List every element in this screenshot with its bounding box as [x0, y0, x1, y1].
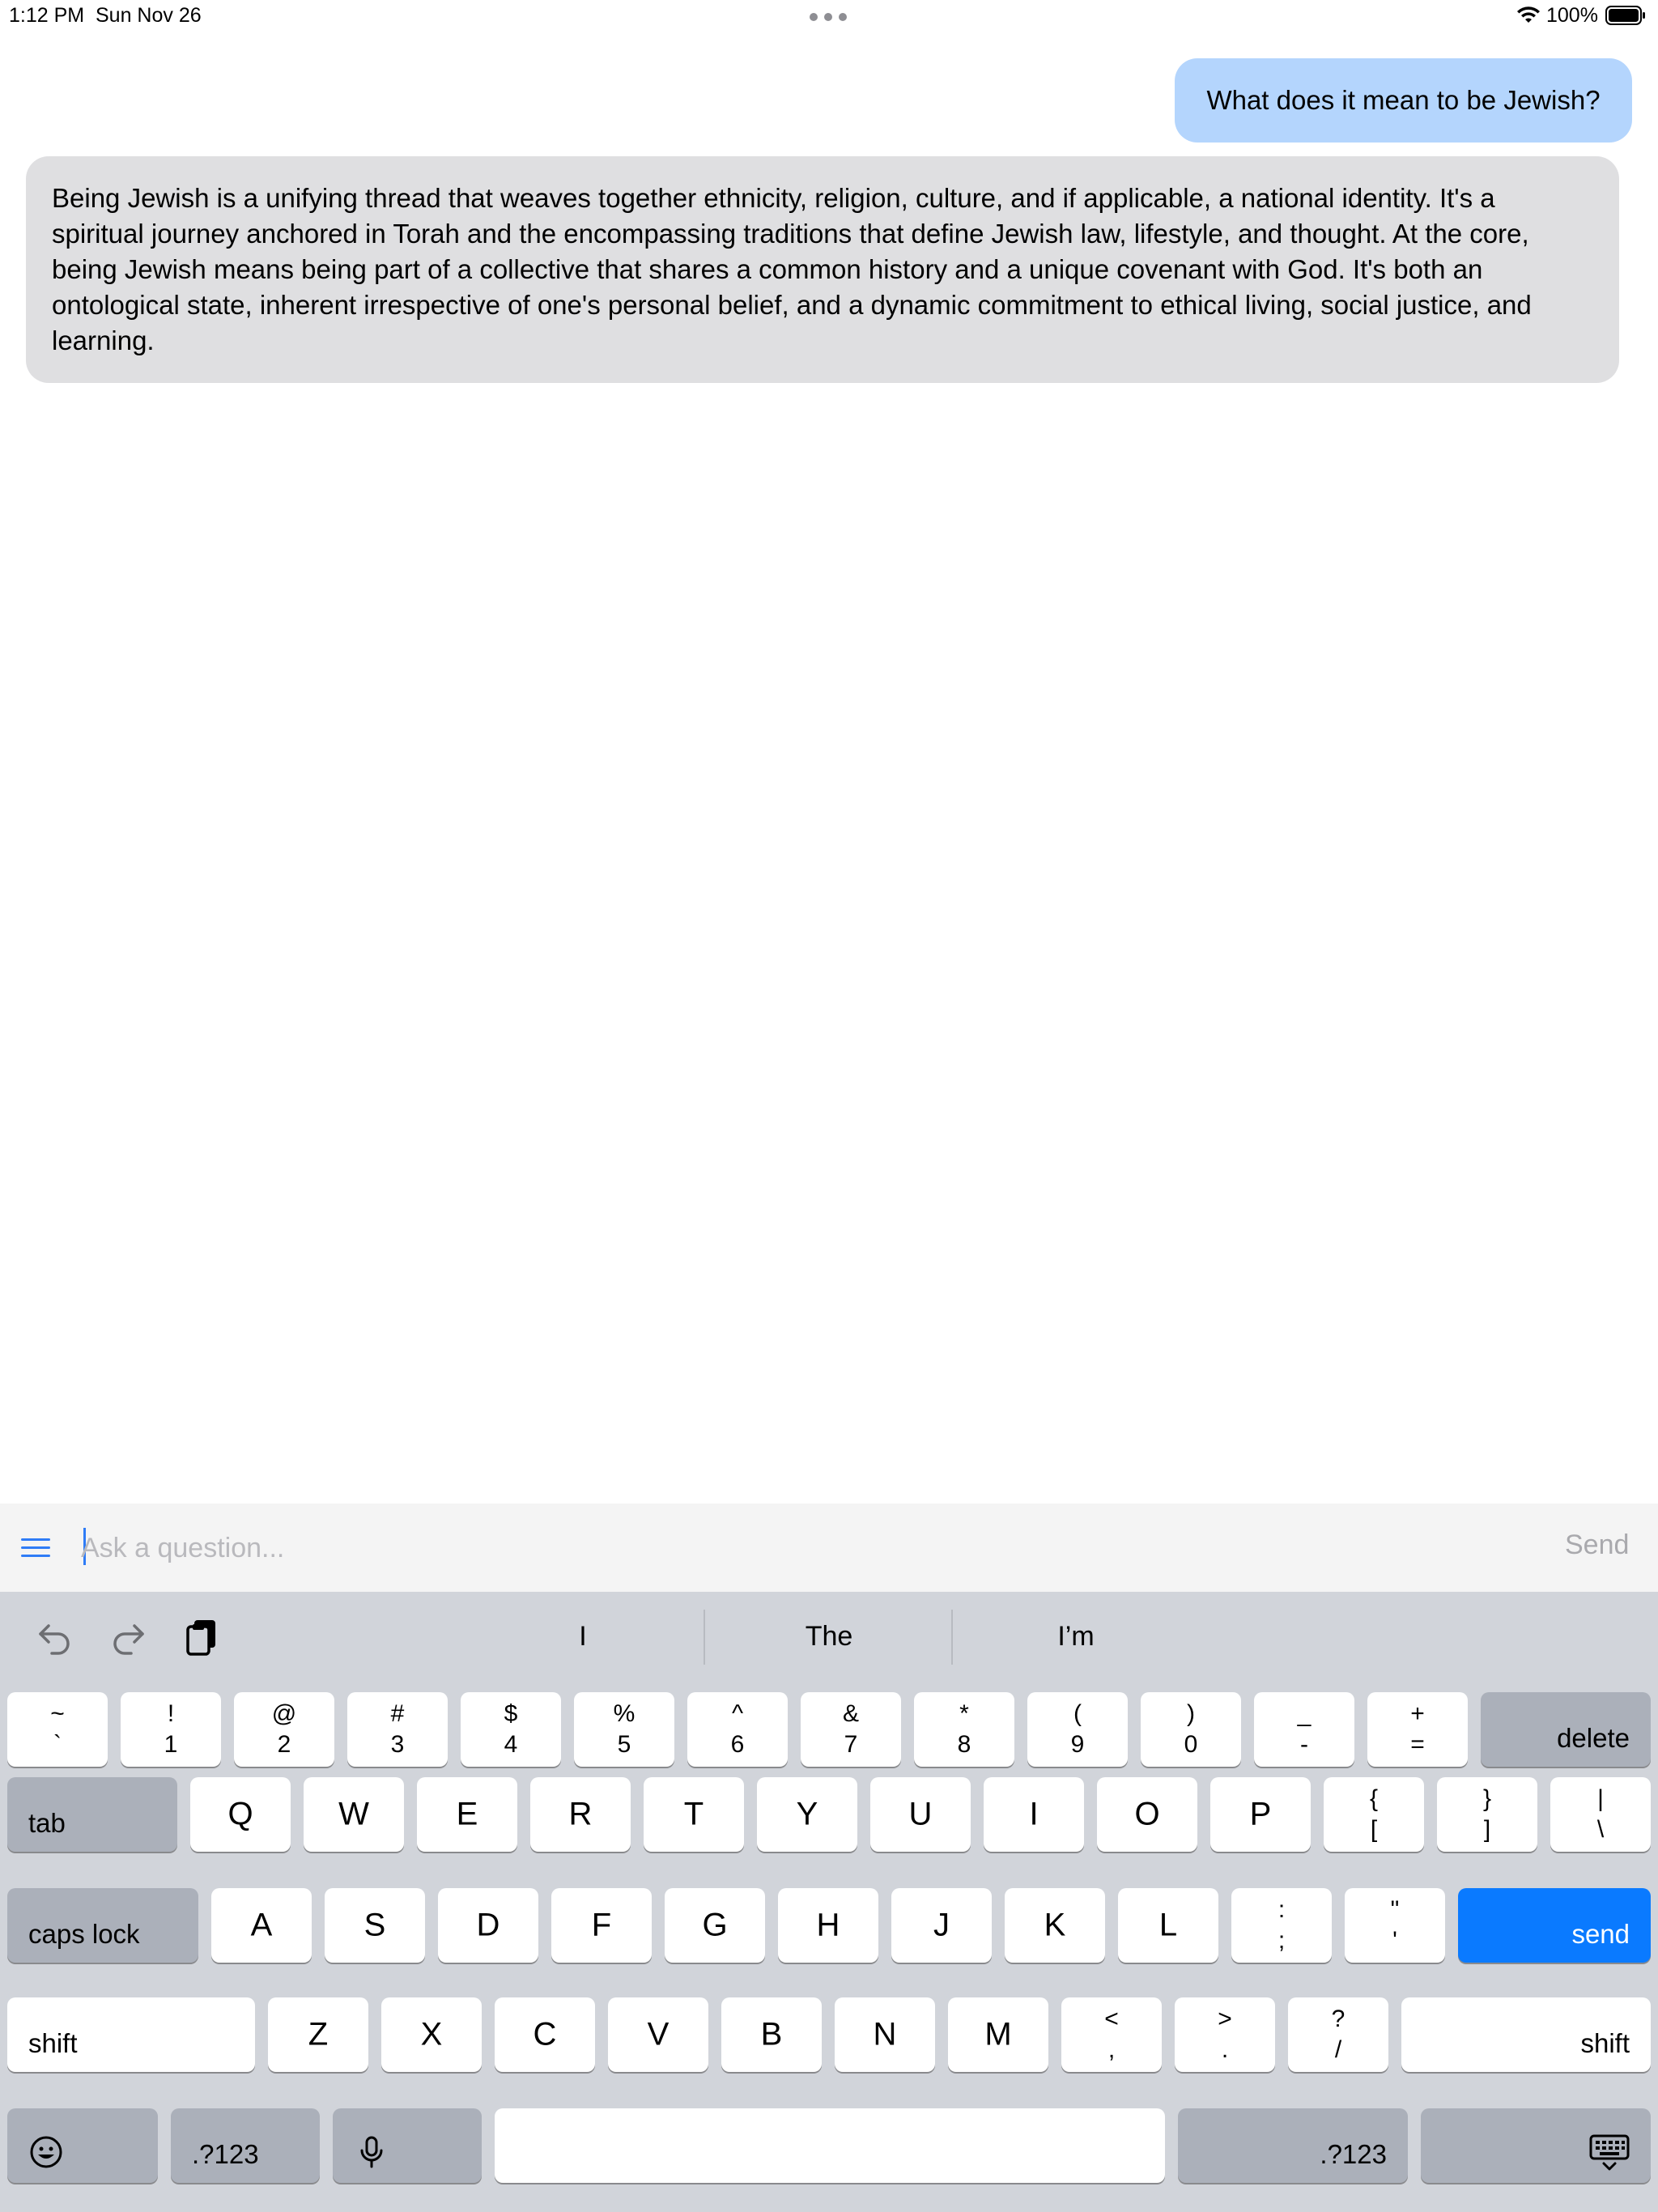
shift-right-key[interactable]: shift [1401, 1997, 1651, 2072]
key-d[interactable]: D [438, 1888, 538, 1963]
key-comma[interactable]: < , [1061, 1997, 1162, 2072]
key-minus[interactable]: _ - [1254, 1692, 1354, 1767]
key-m[interactable]: M [948, 1997, 1048, 2072]
key-1[interactable]: ! 1 [121, 1692, 221, 1767]
key-0[interactable]: ) 0 [1141, 1692, 1241, 1767]
key-l[interactable]: L [1118, 1888, 1218, 1963]
user-message-bubble [1175, 58, 1632, 143]
key-2[interactable]: @ 2 [234, 1692, 334, 1767]
assistant-message-bubble [26, 156, 1619, 383]
send-button[interactable]: Send [1565, 1529, 1630, 1560]
key-3[interactable]: # 3 [347, 1692, 448, 1767]
key-backtick[interactable]: ~ ` [7, 1692, 108, 1767]
key-q[interactable]: Q [190, 1777, 291, 1852]
status-date: Sun Nov 26 [96, 4, 202, 27]
key-6[interactable]: ^ 6 [687, 1692, 788, 1767]
assistant-message-text: Being Jewish is a unifying thread that weaves together ethnicity, religion, culture, and if applicable, a national identity. It's a spiritual journey anchored in Torah and the encompassing traditions that define Jewish law, lifestyle, and thought. At the core, being Jewish means being part of a collective that shares a common history and a unique covenant with God. It's both an ontological state, inherent irrespective of one's personal belief, and a dynamic commitment to ethical living, social justice, and learning. [52, 183, 1532, 355]
key-7[interactable]: & 7 [801, 1692, 901, 1767]
suggestion-2[interactable]: The [805, 1621, 853, 1652]
emoji-icon [28, 2134, 64, 2170]
key-u[interactable]: U [870, 1777, 971, 1852]
status-bar [0, 0, 1658, 32]
key-g[interactable]: G [665, 1888, 765, 1963]
numbers-key-right[interactable]: .?123 [1178, 2108, 1408, 2183]
key-i[interactable]: I [984, 1777, 1084, 1852]
key-f[interactable]: F [551, 1888, 652, 1963]
key-4[interactable]: $ 4 [461, 1692, 561, 1767]
user-message-text: What does it mean to be Jewish? [1206, 85, 1601, 115]
suggestion-divider [704, 1610, 705, 1665]
key-z[interactable]: Z [268, 1997, 368, 2072]
question-input[interactable] [81, 1524, 1498, 1572]
key-quote[interactable]: " ' [1345, 1888, 1445, 1963]
shift-left-key[interactable]: shift [7, 1997, 255, 2072]
multitasking-dots-icon[interactable] [810, 13, 847, 21]
key-9[interactable]: ( 9 [1027, 1692, 1128, 1767]
caps-lock-key[interactable]: caps lock [7, 1888, 198, 1963]
key-slash[interactable]: ? / [1288, 1997, 1388, 2072]
hide-keyboard-icon [1589, 2134, 1630, 2172]
key-h[interactable]: H [778, 1888, 878, 1963]
dictation-key[interactable] [333, 2108, 482, 2183]
space-key[interactable] [495, 2108, 1165, 2183]
key-backslash[interactable]: | \ [1550, 1777, 1651, 1852]
wifi-icon [1516, 5, 1541, 24]
paste-icon[interactable] [183, 1618, 222, 1657]
status-time: 1:12 PM [9, 4, 85, 27]
input-bar [0, 1504, 1658, 1592]
battery-percent: 100% [1546, 4, 1598, 27]
key-8[interactable]: * 8 [914, 1692, 1014, 1767]
key-j[interactable]: J [891, 1888, 992, 1963]
keyboard-shortcut-bar [0, 1592, 1658, 1681]
key-y[interactable]: Y [757, 1777, 857, 1852]
numbers-key-left[interactable]: .?123 [171, 2108, 320, 2183]
suggestion-3[interactable]: I’m [1057, 1621, 1095, 1652]
key-k[interactable]: K [1005, 1888, 1105, 1963]
tab-key[interactable]: tab [7, 1777, 177, 1852]
key-bracket-left[interactable]: { [ [1324, 1777, 1424, 1852]
key-w[interactable]: W [304, 1777, 404, 1852]
battery-icon [1605, 6, 1646, 25]
key-e[interactable]: E [417, 1777, 517, 1852]
key-v[interactable]: V [608, 1997, 708, 2072]
key-s[interactable]: S [325, 1888, 425, 1963]
key-o[interactable]: O [1097, 1777, 1197, 1852]
key-b[interactable]: B [721, 1997, 822, 2072]
emoji-key[interactable] [7, 2108, 158, 2183]
key-semicolon[interactable]: : ; [1231, 1888, 1332, 1963]
key-period[interactable]: > . [1175, 1997, 1275, 2072]
key-5[interactable]: % 5 [574, 1692, 674, 1767]
key-p[interactable]: P [1210, 1777, 1311, 1852]
key-n[interactable]: N [835, 1997, 935, 2072]
redo-icon[interactable] [108, 1618, 147, 1657]
menu-icon[interactable] [21, 1538, 50, 1559]
key-r[interactable]: R [530, 1777, 631, 1852]
key-equals[interactable]: + = [1367, 1692, 1468, 1767]
key-t[interactable]: T [644, 1777, 744, 1852]
hide-keyboard-key[interactable] [1421, 2108, 1651, 2183]
microphone-icon [354, 2134, 389, 2170]
on-screen-keyboard [0, 1592, 1658, 2212]
key-c[interactable]: C [495, 1997, 595, 2072]
undo-icon[interactable] [36, 1618, 74, 1657]
delete-key[interactable]: delete [1481, 1692, 1651, 1767]
key-a[interactable]: A [211, 1888, 312, 1963]
suggestion-divider [951, 1610, 953, 1665]
key-x[interactable]: X [381, 1997, 482, 2072]
send-key[interactable]: send [1458, 1888, 1651, 1963]
key-bracket-right[interactable]: } ] [1437, 1777, 1537, 1852]
suggestion-1[interactable]: I [579, 1621, 587, 1652]
